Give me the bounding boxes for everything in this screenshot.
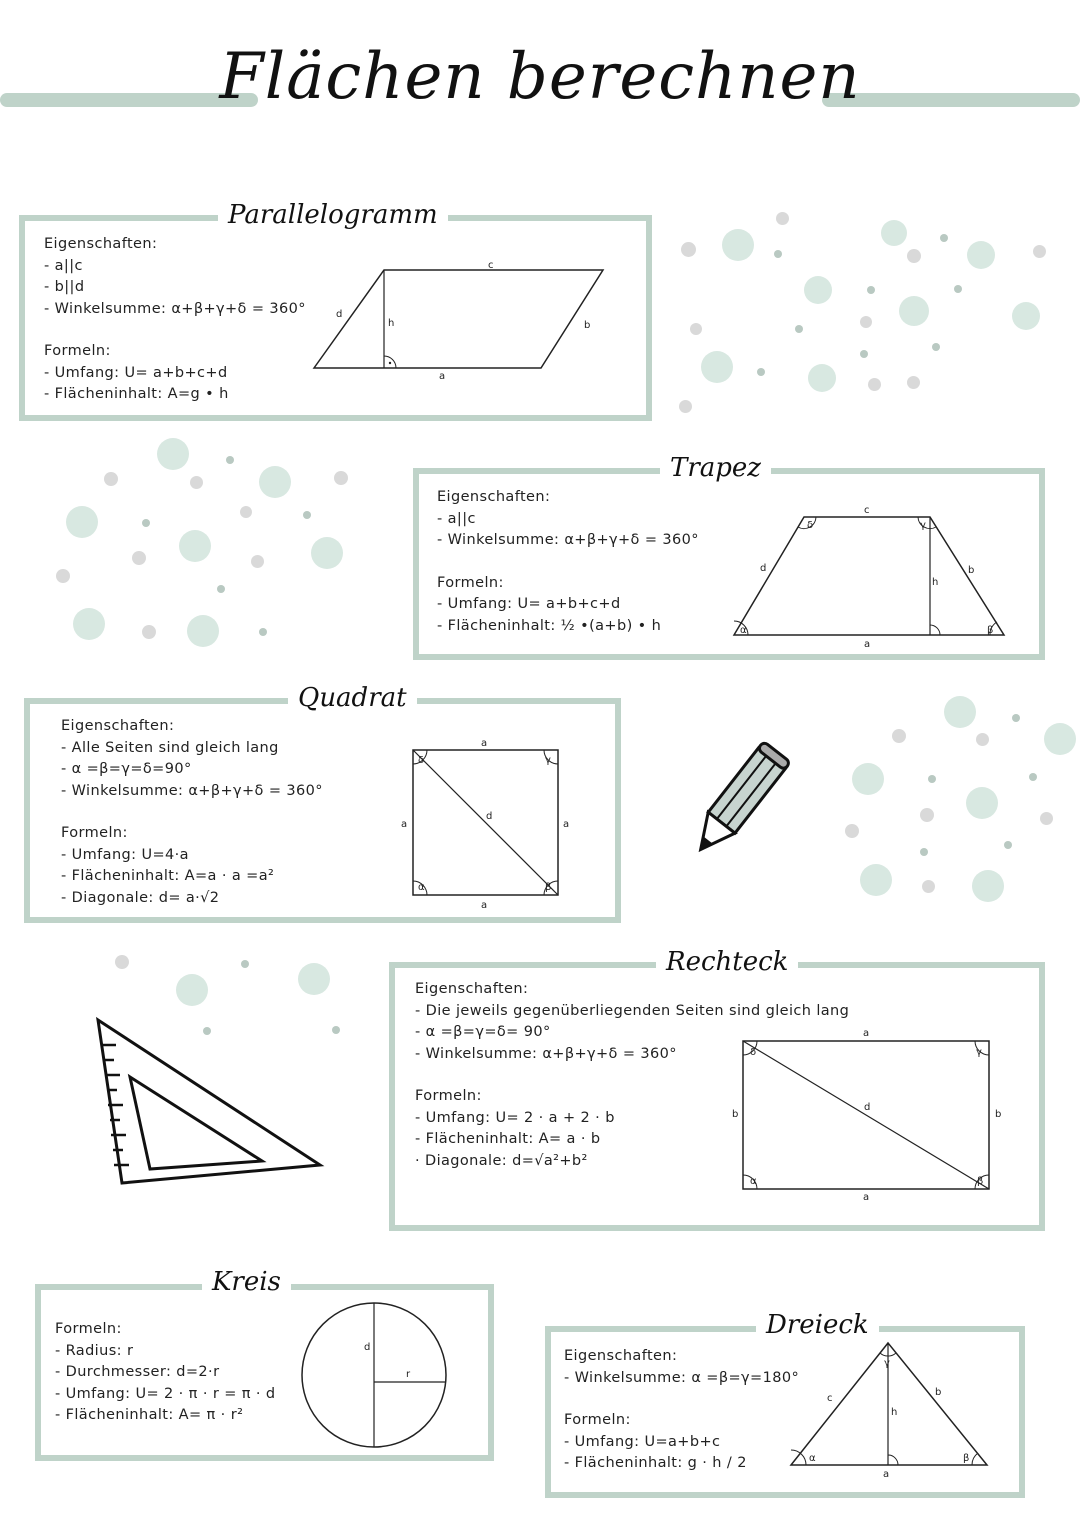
label-a-right: a [563, 819, 570, 830]
decor-dot [1029, 773, 1037, 781]
decor-dot [1044, 723, 1076, 755]
decor-dot [259, 628, 267, 636]
decor-dot [56, 569, 70, 583]
eig-line: - α =β=γ=δ= 90° [415, 1024, 551, 1040]
label-a-bottom: a [481, 900, 488, 911]
label-b: b [584, 320, 591, 331]
decor-dot [73, 608, 105, 640]
decor-dot [142, 625, 156, 639]
label-alpha: α [750, 1176, 757, 1187]
decor-dot [860, 350, 868, 358]
decor-dot [303, 511, 311, 519]
label-gamma: γ [545, 755, 551, 766]
label-delta: δ [750, 1047, 757, 1058]
decor-dot [240, 506, 252, 518]
card-title-quadrat: Quadrat [288, 683, 417, 713]
eig-header: Eigenschaften: [415, 981, 529, 997]
eig-line: - Winkelsumme: α+β+γ+δ = 360° [44, 300, 306, 317]
label-a-top: a [481, 738, 488, 749]
decor-dot [679, 400, 692, 413]
decor-dot [804, 276, 832, 304]
label-a-left: a [401, 819, 408, 830]
parallelogramm-text [44, 234, 306, 406]
label-d: d [336, 309, 343, 320]
label-beta: β [545, 882, 552, 893]
label-c: c [864, 505, 870, 516]
form-line: · Diagonale: d=√a²+b² [415, 1152, 588, 1169]
form-line: - Umfang: U= a+b+c+d [44, 364, 228, 381]
set-square-icon [92, 1015, 327, 1190]
decor-dot [334, 471, 348, 485]
form-line: - Flächeninhalt: A= a · b [415, 1131, 601, 1147]
decor-dot [311, 537, 343, 569]
eig-header: Eigenschaften: [44, 236, 158, 252]
decor-dot [66, 506, 98, 538]
decor-dot [860, 316, 872, 328]
eig-line: - a||c [44, 257, 83, 274]
label-a-bottom: a [863, 1192, 870, 1203]
decor-dot [241, 960, 249, 968]
decor-dot [932, 343, 940, 351]
decor-dot [115, 955, 129, 969]
label-c: c [488, 260, 494, 271]
form-header: Formeln: [44, 343, 111, 359]
decor-dot [867, 286, 875, 294]
form-line: - Umfang: U= a+b+c+d [437, 596, 621, 612]
decor-dot [187, 615, 219, 647]
form-line: - Flächeninhalt: A= π · r² [55, 1407, 244, 1423]
label-h: h [891, 1407, 898, 1418]
trapez-text [437, 487, 699, 637]
dreieck-figure [785, 1335, 995, 1485]
label-b-left: b [732, 1109, 739, 1120]
decor-dot [251, 555, 264, 568]
trapez-figure [730, 505, 1020, 650]
decor-dot [681, 242, 696, 257]
eig-header: Eigenschaften: [564, 1348, 678, 1364]
decor-dot [972, 870, 1004, 902]
form-line: - Radius: r [55, 1342, 134, 1359]
form-header: Formeln: [61, 825, 128, 841]
decor-dot [226, 456, 234, 464]
label-b: b [935, 1387, 942, 1398]
label-h: h [932, 577, 939, 588]
decor-dot [157, 438, 189, 470]
eig-header: Eigenschaften: [437, 489, 551, 505]
label-c: c [827, 1393, 833, 1404]
label-beta: β [963, 1453, 970, 1464]
decor-dot [976, 733, 989, 746]
decor-dot [776, 212, 789, 225]
decor-dot [701, 351, 733, 383]
eig-line: - b||d [44, 279, 85, 295]
decor-dot [298, 963, 330, 995]
decor-dot [954, 285, 962, 293]
decor-dot [795, 325, 803, 333]
eig-header: Eigenschaften: [61, 718, 175, 734]
decor-dot [868, 378, 881, 391]
form-header: Formeln: [415, 1088, 482, 1104]
decor-dot [860, 864, 892, 896]
label-gamma: γ [920, 520, 926, 531]
decor-dot [907, 376, 920, 389]
label-a: a [864, 639, 871, 650]
label-d: d [760, 563, 767, 574]
quadrat-text [61, 716, 323, 909]
decor-dot [757, 368, 765, 376]
form-line: - Umfang: U= 2 · a + 2 · b [415, 1109, 615, 1126]
decor-dot [179, 530, 211, 562]
label-delta: δ [418, 755, 425, 766]
kreis-text [55, 1319, 276, 1427]
label-b: b [968, 565, 975, 576]
label-beta: β [977, 1176, 984, 1187]
decor-dot [966, 787, 998, 819]
form-line: - Durchmesser: d=2·r [55, 1364, 220, 1380]
eig-line: - a||c [437, 510, 476, 527]
label-a: a [439, 371, 446, 382]
label-beta: β [987, 625, 994, 636]
label-a-top: a [863, 1028, 870, 1039]
decor-dot [1012, 714, 1020, 722]
decor-dot [690, 323, 702, 335]
card-title-dreieck: Dreieck [756, 1310, 879, 1340]
decor-dot [967, 241, 995, 269]
form-line: - Umfang: U=4·a [61, 846, 189, 863]
decor-dot [176, 974, 208, 1006]
form-header: Formeln: [564, 1412, 631, 1428]
decor-dot [332, 1026, 340, 1034]
eig-line: - α =β=γ=δ=90° [61, 761, 192, 777]
eig-line: - Winkelsumme: α+β+γ+δ = 360° [437, 532, 699, 548]
label-gamma: γ [884, 1358, 890, 1369]
decor-dot [104, 472, 118, 486]
decor-dot [1033, 245, 1046, 258]
label-gamma: γ [976, 1047, 982, 1058]
decor-dot [1040, 812, 1053, 825]
label-alpha: α [418, 882, 425, 893]
decor-dot [774, 250, 782, 258]
decor-dot [944, 696, 976, 728]
form-line: - Flächeninhalt: ½ •(a+b) • h [437, 617, 662, 634]
card-title-rechteck: Rechteck [656, 947, 798, 977]
eig-line: - Alle Seiten sind gleich lang [61, 739, 279, 756]
decor-dot [190, 476, 203, 489]
label-h: h [388, 318, 395, 329]
decor-dot [907, 249, 921, 263]
eig-line: - Winkelsumme: α+β+γ+δ = 360° [61, 782, 323, 799]
decor-dot [1012, 302, 1040, 330]
decor-dot [852, 763, 884, 795]
dreieck-text [564, 1346, 799, 1475]
rechteck-figure [728, 1025, 1008, 1205]
decor-dot [217, 585, 225, 593]
eig-line: - Winkelsumme: α =β=γ=180° [564, 1369, 800, 1386]
form-line: - Flächeninhalt: g · h / 2 [564, 1455, 747, 1471]
label-b-right: b [995, 1109, 1002, 1120]
parallelogram-figure [300, 255, 620, 385]
label-alpha: α [809, 1453, 816, 1464]
card-title-parallelogramm: Parallelogramm [218, 200, 448, 230]
form-line: - Flächeninhalt: A=g • h [44, 386, 229, 402]
decor-dot [142, 519, 150, 527]
label-d: d [864, 1102, 871, 1113]
decor-dot [132, 551, 146, 565]
eig-line: - Winkelsumme: α+β+γ+δ = 360° [415, 1045, 677, 1062]
form-line: - Umfang: U= 2 · π · r = π · d [55, 1385, 276, 1402]
eig-line: - Die jeweils gegenüberliegenden Seiten sind gleich lang [415, 1002, 850, 1019]
decor-dot [920, 848, 928, 856]
form-line: - Diagonale: d= a·√2 [61, 889, 220, 906]
decor-dot [259, 466, 291, 498]
label-d: d [364, 1342, 371, 1353]
decor-dot [922, 880, 935, 893]
decor-dot [203, 1027, 211, 1035]
decor-dot [899, 296, 929, 326]
form-header: Formeln: [55, 1321, 122, 1337]
decor-dot [892, 729, 906, 743]
card-title-kreis: Kreis [202, 1267, 291, 1297]
decor-dot [881, 220, 907, 246]
label-alpha: α [740, 625, 747, 636]
decor-dot [808, 364, 836, 392]
kreis-figure [298, 1300, 448, 1450]
label-a: a [883, 1469, 890, 1480]
form-line: - Flächeninhalt: A=a · a =a² [61, 868, 275, 884]
quadrat-figure [395, 735, 585, 915]
form-header: Formeln: [437, 574, 504, 591]
pencil-icon [680, 738, 795, 868]
decor-dot [920, 808, 934, 822]
decor-dot [928, 775, 936, 783]
decor-dot [940, 234, 948, 242]
form-line: - Umfang: U=a+b+c [564, 1433, 721, 1450]
page-title: Flächen berechnen [219, 40, 861, 114]
label-delta: δ [807, 520, 814, 531]
label-d: d [486, 811, 493, 822]
decor-dot [845, 824, 859, 838]
card-title-trapez: Trapez [660, 453, 771, 483]
label-r: r [406, 1369, 411, 1380]
decor-dot [722, 229, 754, 261]
decor-dot [1004, 841, 1012, 849]
